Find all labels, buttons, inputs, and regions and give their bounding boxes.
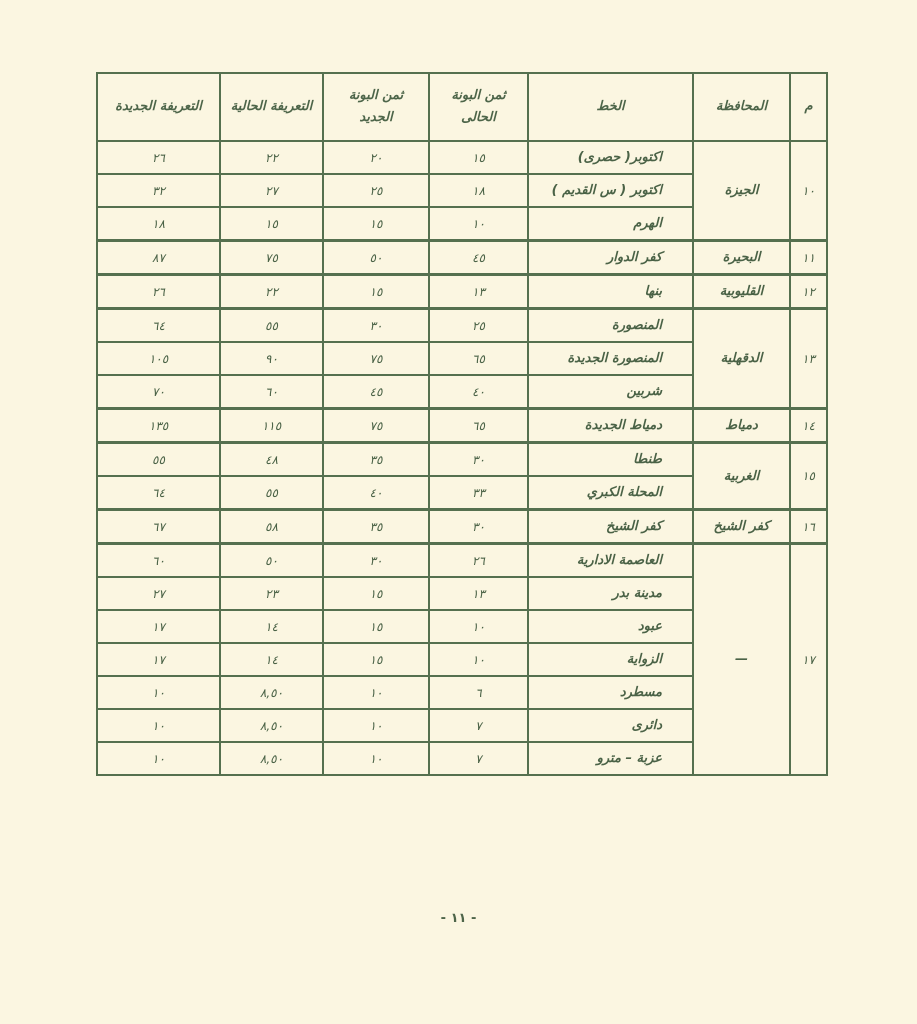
- new-fare-cell: ٢٧: [97, 577, 220, 610]
- new-ticket-price-cell: ٣٠: [323, 544, 429, 578]
- line-cell: دمياط الجديدة: [528, 409, 693, 443]
- current-ticket-price-cell: ٣٣: [429, 476, 528, 510]
- current-fare-cell: ٢٢: [220, 275, 323, 309]
- table-row: [97, 309, 827, 343]
- current-ticket-price-cell: ٦٥: [429, 409, 528, 443]
- new-fare-cell: ١٧: [97, 643, 220, 676]
- new-fare-cell: ٦٤: [97, 476, 220, 510]
- governorate-cell: الغربية: [693, 443, 790, 510]
- current-fare-cell: ٧٥: [220, 241, 323, 275]
- new-ticket-price-cell: ٣٥: [323, 443, 429, 477]
- governorate-cell: دمياط: [693, 409, 790, 443]
- line-cell: الهرم: [528, 207, 693, 241]
- table-row: [97, 510, 827, 544]
- header-governorate: المحافظة: [693, 73, 790, 141]
- line-cell: عبود: [528, 610, 693, 643]
- header-current-ticket-price-l2: الحالى: [461, 110, 496, 125]
- current-fare-cell: ٢٧: [220, 174, 323, 207]
- new-ticket-price-cell: ١٠: [323, 709, 429, 742]
- new-ticket-price-cell: ١٥: [323, 207, 429, 241]
- current-fare-cell: ١١٥: [220, 409, 323, 443]
- new-ticket-price-cell: ١٥: [323, 643, 429, 676]
- governorate-cell: الدقهلية: [693, 309, 790, 409]
- current-ticket-price-cell: ١٠: [429, 610, 528, 643]
- row-number-cell: ١٤: [790, 409, 827, 443]
- current-fare-cell: ١٤: [220, 643, 323, 676]
- new-ticket-price-cell: ٤٠: [323, 476, 429, 510]
- new-fare-cell: ٢٦: [97, 275, 220, 309]
- table-row: [97, 544, 827, 578]
- header-row: [97, 73, 827, 141]
- governorate-cell: —: [693, 544, 790, 776]
- new-fare-cell: ٨٧: [97, 241, 220, 275]
- line-cell: عزبة – مترو: [528, 742, 693, 775]
- new-ticket-price-cell: ١٥: [323, 610, 429, 643]
- fare-table: [96, 72, 828, 776]
- current-ticket-price-cell: ٤٠: [429, 375, 528, 409]
- current-ticket-price-cell: ١٠: [429, 207, 528, 241]
- new-fare-cell: ٣٢: [97, 174, 220, 207]
- new-fare-cell: ١٣٥: [97, 409, 220, 443]
- current-fare-cell: ٢٢: [220, 141, 323, 174]
- current-fare-cell: ٥٠: [220, 544, 323, 578]
- current-fare-cell: ٢٣: [220, 577, 323, 610]
- current-fare-cell: ٨,٥٠: [220, 676, 323, 709]
- new-ticket-price-cell: ١٠: [323, 676, 429, 709]
- row-number-cell: ١١: [790, 241, 827, 275]
- header-new-fare: التعريفة الجديدة: [97, 73, 220, 141]
- header-current-fare: التعريفة الحالية: [220, 73, 323, 141]
- current-fare-cell: ٥٥: [220, 309, 323, 343]
- row-number-cell: ١٢: [790, 275, 827, 309]
- page-number: - ١١ -: [440, 911, 477, 926]
- new-ticket-price-cell: ٧٥: [323, 409, 429, 443]
- new-fare-cell: ٢٦: [97, 141, 220, 174]
- row-number-cell: ١٣: [790, 309, 827, 409]
- new-fare-cell: ٦٠: [97, 544, 220, 578]
- new-ticket-price-cell: ٢٠: [323, 141, 429, 174]
- new-ticket-price-cell: ١٠: [323, 742, 429, 775]
- current-ticket-price-cell: ١٠: [429, 643, 528, 676]
- new-ticket-price-cell: ٣٥: [323, 510, 429, 544]
- table-body: [97, 141, 827, 775]
- current-ticket-price-cell: ٤٥: [429, 241, 528, 275]
- current-ticket-price-cell: ١٣: [429, 275, 528, 309]
- governorate-cell: القليوبية: [693, 275, 790, 309]
- line-cell: العاصمة الادارية: [528, 544, 693, 578]
- line-cell: شربين: [528, 375, 693, 409]
- line-cell: اكتوبر ( س القديم ): [528, 174, 693, 207]
- row-number-cell: ١٥: [790, 443, 827, 510]
- new-ticket-price-cell: ١٥: [323, 275, 429, 309]
- new-ticket-price-cell: ٥٠: [323, 241, 429, 275]
- new-fare-cell: ١٠: [97, 676, 220, 709]
- new-fare-cell: ٦٤: [97, 309, 220, 343]
- current-ticket-price-cell: ٣٠: [429, 510, 528, 544]
- current-fare-cell: ١٤: [220, 610, 323, 643]
- header-new-ticket-price-l2: الجديد: [359, 110, 393, 125]
- table-row: [97, 275, 827, 309]
- line-cell: المنصورة الجديدة: [528, 342, 693, 375]
- table-row: [97, 409, 827, 443]
- current-ticket-price-cell: ٦٥: [429, 342, 528, 375]
- new-fare-cell: ٦٧: [97, 510, 220, 544]
- header-m: م: [790, 73, 827, 141]
- line-cell: بنها: [528, 275, 693, 309]
- current-ticket-price-cell: ١٨: [429, 174, 528, 207]
- current-ticket-price-cell: ٦: [429, 676, 528, 709]
- governorate-cell: الجيزة: [693, 141, 790, 241]
- current-ticket-price-cell: ٢٥: [429, 309, 528, 343]
- line-cell: كفر الدوار: [528, 241, 693, 275]
- current-fare-cell: ٦٠: [220, 375, 323, 409]
- table-row: [97, 443, 827, 477]
- current-ticket-price-cell: ١٣: [429, 577, 528, 610]
- new-fare-cell: ١٧: [97, 610, 220, 643]
- current-ticket-price-cell: ١٥: [429, 141, 528, 174]
- line-cell: المحلة الكبري: [528, 476, 693, 510]
- new-fare-cell: ١٨: [97, 207, 220, 241]
- new-ticket-price-cell: ٤٥: [323, 375, 429, 409]
- table-row: [97, 141, 827, 174]
- current-fare-cell: ٤٨: [220, 443, 323, 477]
- new-fare-cell: ١٠٥: [97, 342, 220, 375]
- header-new-ticket-price: [323, 73, 429, 141]
- current-fare-cell: ٥٨: [220, 510, 323, 544]
- line-cell: مدينة بدر: [528, 577, 693, 610]
- current-ticket-price-cell: ٧: [429, 742, 528, 775]
- new-ticket-price-cell: ٧٥: [323, 342, 429, 375]
- header-new-ticket-price-l1: ثمن البونة: [348, 88, 404, 103]
- new-fare-cell: ٧٠: [97, 375, 220, 409]
- table-row: [97, 241, 827, 275]
- current-fare-cell: ٨,٥٠: [220, 742, 323, 775]
- line-cell: مسطرد: [528, 676, 693, 709]
- current-ticket-price-cell: ٣٠: [429, 443, 528, 477]
- new-ticket-price-cell: ٣٠: [323, 309, 429, 343]
- row-number-cell: ١٧: [790, 544, 827, 776]
- governorate-cell: البحيرة: [693, 241, 790, 275]
- new-ticket-price-cell: ١٥: [323, 577, 429, 610]
- row-number-cell: ١٠: [790, 141, 827, 241]
- row-number-cell: ١٦: [790, 510, 827, 544]
- line-cell: اكتوبر( حصرى): [528, 141, 693, 174]
- header-current-ticket-price: [429, 73, 528, 141]
- line-cell: كفر الشيخ: [528, 510, 693, 544]
- current-ticket-price-cell: ٧: [429, 709, 528, 742]
- current-ticket-price-cell: ٢٦: [429, 544, 528, 578]
- current-fare-cell: ١٥: [220, 207, 323, 241]
- line-cell: طنطا: [528, 443, 693, 477]
- governorate-cell: كفر الشيخ: [693, 510, 790, 544]
- new-fare-cell: ١٠: [97, 742, 220, 775]
- current-fare-cell: ٩٠: [220, 342, 323, 375]
- new-ticket-price-cell: ٢٥: [323, 174, 429, 207]
- current-fare-cell: ٥٥: [220, 476, 323, 510]
- header-current-ticket-price-l1: ثمن البونة: [451, 88, 506, 103]
- header-line: الخط: [528, 73, 693, 141]
- new-fare-cell: ١٠: [97, 709, 220, 742]
- current-fare-cell: ٨,٥٠: [220, 709, 323, 742]
- new-fare-cell: ٥٥: [97, 443, 220, 477]
- line-cell: الزواية: [528, 643, 693, 676]
- line-cell: المنصورة: [528, 309, 693, 343]
- line-cell: دائرى: [528, 709, 693, 742]
